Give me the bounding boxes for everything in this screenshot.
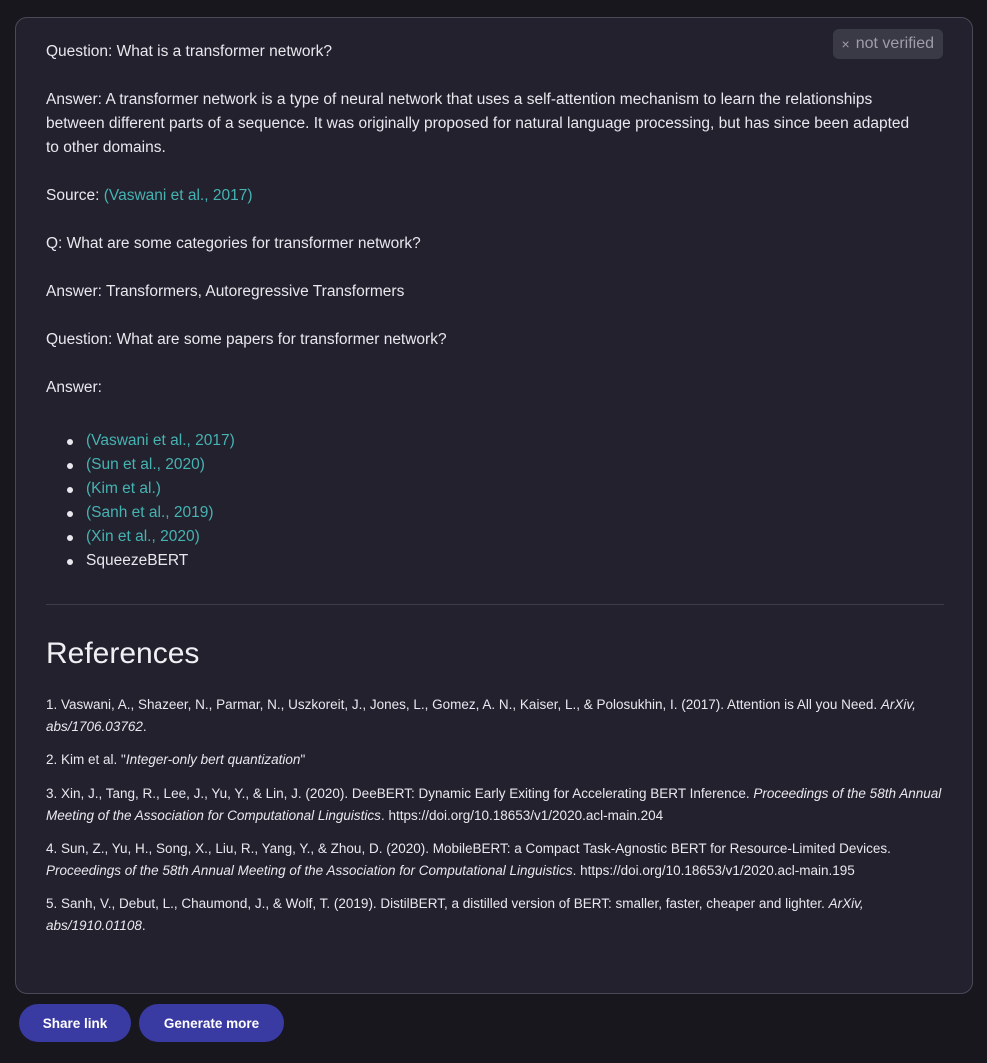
reference-venue: Integer-only bert quantization bbox=[125, 752, 301, 767]
source-line bbox=[46, 184, 253, 208]
citation-link[interactable]: (Vaswani et al., 2017) bbox=[86, 432, 235, 449]
reference-text: 5. Sanh, V., Debut, L., Chaumond, J., & Wolf, T. (2019). DistilBERT, a distilled version of BERT: smaller, faster, cheaper and lighter. bbox=[46, 896, 829, 911]
list-item bbox=[46, 453, 235, 477]
reference-tail: . https://doi.org/10.18653/v1/2020.acl-main.195 bbox=[572, 863, 855, 878]
list-item bbox=[46, 477, 235, 501]
reference-text: 4. Sun, Z., Yu, H., Song, X., Liu, R., Yang, Y., & Zhou, D. (2020). MobileBERT: a Compact Task-Agnostic BERT for Resource-Limited Devices. bbox=[46, 841, 891, 856]
list-item-text: SqueezeBERT bbox=[86, 552, 189, 569]
list-item bbox=[46, 549, 235, 573]
question-2: Q: What are some categories for transformer network? bbox=[46, 235, 421, 252]
references-heading: References bbox=[46, 637, 200, 670]
reference-item bbox=[46, 838, 944, 882]
divider bbox=[46, 604, 944, 605]
reference-venue: Proceedings of the 58th Annual Meeting of the Association for Computational Linguistics bbox=[46, 786, 942, 823]
question-1: Question: What is a transformer network? bbox=[46, 43, 333, 60]
list-item bbox=[46, 525, 235, 549]
citation-link[interactable]: (Sun et al., 2020) bbox=[86, 456, 205, 473]
reference-tail: " bbox=[300, 752, 306, 767]
answer-1: Answer: A transformer network is a type of neural network that uses a self-attention mechanism to learn the relationships between different parts of a sequence. It was originally proposed for natural language processing, but has since been adapted to other domains. bbox=[46, 91, 910, 156]
reference-tail: . bbox=[142, 719, 147, 734]
paper-list bbox=[46, 429, 235, 573]
reference-venue: ArXiv, abs/1706.03762 bbox=[46, 697, 916, 734]
question-3: Question: What are some papers for transformer network? bbox=[46, 331, 447, 348]
reference-text: 1. Vaswani, A., Shazeer, N., Parmar, N., Uszkoreit, J., Jones, L., Gomez, A. N., Kaiser, L., & Polosukhin, I. (2017). Attention is All you Need. bbox=[46, 697, 881, 712]
answer-3-label: Answer: bbox=[46, 379, 102, 396]
reference-item bbox=[46, 893, 944, 937]
citation-link[interactable]: (Xin et al., 2020) bbox=[86, 528, 200, 545]
list-item bbox=[46, 429, 235, 453]
reference-item bbox=[46, 749, 944, 771]
reference-text: 3. Xin, J., Tang, R., Lee, J., Yu, Y., & Lin, J. (2020). DeeBERT: Dynamic Early Exiting for Accelerating BERT Inference. bbox=[46, 786, 754, 801]
answer-2: Answer: Transformers, Autoregressive Transformers bbox=[46, 283, 405, 300]
reference-venue: Proceedings of the 58th Annual Meeting of the Association for Computational Linguistics bbox=[46, 863, 573, 878]
reference-item bbox=[46, 783, 944, 827]
reference-venue: ArXiv, abs/1910.01108 bbox=[46, 896, 864, 933]
reference-tail: . bbox=[141, 918, 146, 933]
citation-link[interactable]: (Sanh et al., 2019) bbox=[86, 504, 214, 521]
reference-item bbox=[46, 694, 944, 738]
reference-text: 2. Kim et al. " bbox=[46, 752, 126, 767]
answer-card bbox=[15, 17, 973, 994]
source-link[interactable]: (Vaswani et al., 2017) bbox=[103, 187, 253, 204]
close-icon: × bbox=[841, 36, 850, 52]
reference-tail: . https://doi.org/10.18653/v1/2020.acl-main.204 bbox=[380, 808, 664, 823]
share-link-button[interactable]: Share link bbox=[19, 1004, 131, 1042]
badge-label: not verified bbox=[855, 35, 934, 52]
not-verified-badge bbox=[833, 29, 943, 59]
list-item bbox=[46, 501, 235, 525]
citation-link[interactable]: (Kim et al.) bbox=[86, 480, 161, 497]
source-label: Source: bbox=[46, 187, 104, 204]
generate-more-button[interactable]: Generate more bbox=[139, 1004, 284, 1042]
